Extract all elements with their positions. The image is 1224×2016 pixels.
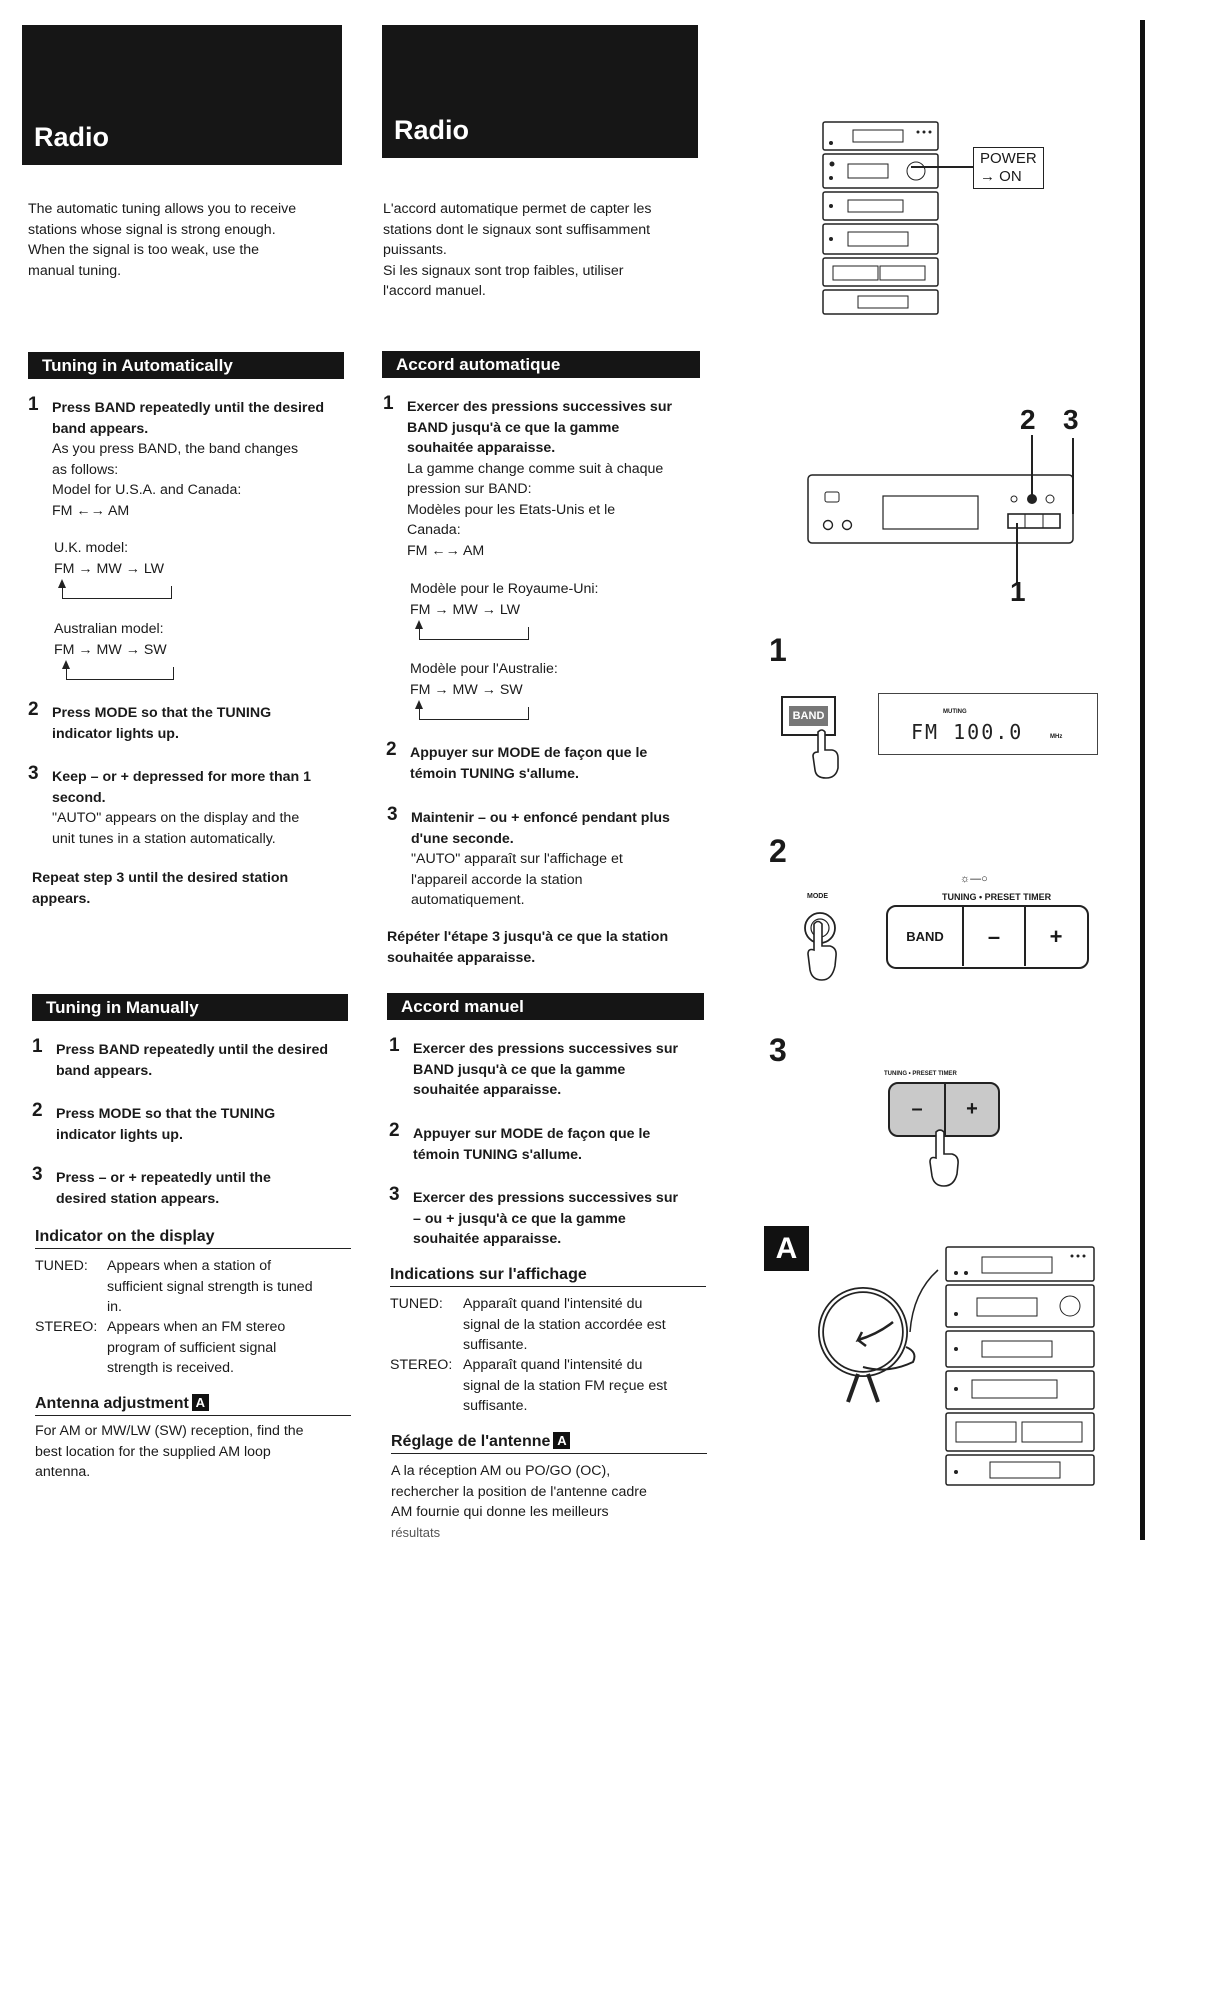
step-number: 3 <box>32 1164 43 1185</box>
fr-antenna-text <box>391 1461 721 1543</box>
text-line: U.K. model: <box>54 540 129 556</box>
text-line: témoin TUNING s'allume. <box>410 765 579 782</box>
text-line: The automatic tuning allows you to receive <box>28 201 297 217</box>
uk-loop-arrowhead <box>58 579 66 588</box>
display-panel-figure <box>878 693 1098 755</box>
text-line: Répéter l'étape 3 jusqu'à ce que la station <box>387 929 669 945</box>
stereo-system-illustration-a <box>942 1244 1098 1489</box>
en-manual-heading: Tuning in Manually <box>32 994 348 1021</box>
en-page-title: Radio <box>34 122 110 152</box>
text-line: as follows: <box>52 461 119 478</box>
au-loop-arrowhead <box>62 660 70 669</box>
figure-a-ref: A <box>192 1394 209 1411</box>
callout-number-2: 2 <box>1020 404 1036 435</box>
text-line: Exercer des pressions successives sur <box>413 1041 679 1057</box>
text-line: souhaitée apparaisse. <box>407 440 556 456</box>
mode-button-with-finger <box>800 906 842 986</box>
text-line: – ou + jusqu'à ce que la gamme <box>413 1210 626 1227</box>
callout-line-1 <box>1016 523 1018 583</box>
step-body <box>52 398 324 521</box>
text-line: sufficient signal strength is tuned <box>107 1278 313 1295</box>
loop-antenna-illustration <box>818 1262 958 1412</box>
text-line: Si les signaux sont trop faibles, utiliser <box>383 262 624 279</box>
step-number: 2 <box>28 699 39 720</box>
fr-page-title: Radio <box>394 115 470 145</box>
text-line: For AM or MW/LW (SW) reception, find the <box>35 1423 304 1439</box>
band-button: BAND <box>888 907 964 966</box>
text-line: manual tuning. <box>28 262 122 279</box>
text-line: Press BAND repeatedly until the desired <box>52 400 325 416</box>
finger-press-icon-2 <box>925 1128 965 1188</box>
text-line: stations whose signal is strong enough. <box>28 221 276 238</box>
fr-intro <box>383 199 713 302</box>
fr-title-banner <box>382 25 698 158</box>
text-line: band appears. <box>52 420 149 437</box>
figure-3-number: 3 <box>769 1032 787 1068</box>
step-number: 1 <box>389 1035 400 1056</box>
en-indicator-heading: Indicator on the display <box>35 1228 351 1249</box>
text-line: Apparaît quand l'intensité du <box>463 1296 643 1312</box>
text-line: puissants. <box>383 242 447 258</box>
power-callout-line <box>911 166 973 168</box>
step-number: 3 <box>389 1184 400 1205</box>
fr-au-loop-arrowhead <box>415 700 423 709</box>
step-body <box>407 397 672 561</box>
text-line: Modèles pour les Etats-Unis et le <box>407 501 616 518</box>
text-line: Appears when a station of <box>107 1258 272 1274</box>
power-label: POWER <box>980 150 1037 167</box>
en-intro <box>28 199 348 281</box>
step-number: 1 <box>383 393 394 414</box>
callout-number-3: 3 <box>1063 404 1079 435</box>
text-line: As you press BAND, the band changes <box>52 441 299 457</box>
band-minus-plus-group <box>886 905 1089 969</box>
en-auto-repeat <box>32 868 288 909</box>
text-line: Appuyer sur MODE de façon que le <box>413 1126 651 1142</box>
text-line: l'accord manuel. <box>383 283 486 299</box>
figure-2-number: 2 <box>769 833 787 869</box>
fr-antenna-heading <box>391 1432 707 1454</box>
step-body <box>413 1124 650 1165</box>
indicator-value <box>107 1317 285 1379</box>
text-line: Exercer des pressions successives sur <box>407 399 673 415</box>
text-line: A la réception AM ou PO/GO (OC), <box>391 1463 611 1479</box>
text-line: souhaitée apparaisse. <box>413 1231 562 1247</box>
fr-au-model <box>410 659 558 700</box>
step-body <box>56 1104 275 1145</box>
tuning-label: TUNING • PRESET TIMER <box>942 892 1052 902</box>
figure-1-number: 1 <box>769 632 787 668</box>
text-line: BAND jusqu'à ce que la gamme <box>413 1061 626 1078</box>
text-line: l'appareil accorde la station <box>411 871 583 888</box>
stereo-system-illustration <box>818 118 958 318</box>
text-line: rechercher la position de l'antenne cadre <box>391 1483 647 1500</box>
power-on-text: → ON <box>980 168 1022 185</box>
indicator-key: STEREO: <box>390 1357 453 1373</box>
muting-indicator: MUTING <box>943 709 967 715</box>
text-line: FM → MW → SW <box>54 641 167 658</box>
text-line: Maintenir – ou + enfoncé pendant plus <box>411 810 670 826</box>
text-line: desired station appears. <box>56 1190 220 1207</box>
text-line: La gamme change comme suit à chaque <box>407 460 664 477</box>
step-body <box>413 1039 678 1101</box>
minus-button-2: – <box>890 1084 946 1135</box>
antenna-heading-text: Réglage de l'antenne <box>391 1433 551 1450</box>
text-line: Press MODE so that the TUNING <box>56 1106 276 1122</box>
antenna-heading-text: Antenna adjustment <box>35 1395 189 1412</box>
text-line: BAND jusqu'à ce que la gamme <box>407 419 620 436</box>
step-number: 1 <box>32 1036 43 1057</box>
text-line: FM ←→ AM <box>52 502 130 519</box>
mhz-label: MHz <box>1050 734 1063 740</box>
plus-button-2: + <box>966 1098 978 1120</box>
step-body <box>52 703 271 744</box>
step-number: 2 <box>386 739 397 760</box>
text-line: in. <box>107 1299 122 1315</box>
indicator-value <box>463 1294 666 1356</box>
text-line: antenna. <box>35 1464 91 1480</box>
tuning-led-icon: ☼—○ <box>960 873 988 885</box>
plus-button: + <box>1049 924 1063 949</box>
text-line: Apparaît quand l'intensité du <box>463 1357 643 1373</box>
callout-line-2 <box>1031 435 1033 497</box>
text-line: stations dont le signaux sont suffisamment <box>383 221 651 238</box>
text-line: second. <box>52 789 106 806</box>
text-line: FM ←→ AM <box>407 542 485 559</box>
mode-label: MODE <box>807 893 828 900</box>
text-line: Modèle pour le Royaume-Uni: <box>410 581 599 597</box>
text-line: suffisante. <box>463 1337 528 1353</box>
text-line: pression sur BAND: <box>407 481 532 497</box>
en-antenna-text <box>35 1421 355 1483</box>
callout-line-3 <box>1072 438 1074 514</box>
indicator-value <box>107 1256 313 1318</box>
text-line: Exercer des pressions successives sur <box>413 1190 679 1206</box>
page-edge-bar <box>1140 20 1145 1540</box>
text-line: "AUTO" apparaît sur l'affichage et <box>411 851 623 867</box>
step-number: 2 <box>389 1120 400 1141</box>
fr-manual-heading: Accord manuel <box>387 993 704 1020</box>
indicator-value <box>463 1355 667 1417</box>
text-line: témoin TUNING s'allume. <box>413 1146 582 1163</box>
indicator-key: TUNED: <box>390 1296 443 1312</box>
indicator-key: TUNED: <box>35 1258 88 1274</box>
step-number: 2 <box>32 1100 43 1121</box>
text-line: Australian model: <box>54 621 164 637</box>
en-auto-heading: Tuning in Automatically <box>28 352 344 379</box>
text-line: best location for the supplied AM loop <box>35 1443 271 1460</box>
text-line: When the signal is too weak, use the <box>28 242 260 258</box>
text-line: Keep – or + depressed for more than 1 <box>52 769 312 785</box>
text-line: souhaitée apparaisse. <box>387 949 536 966</box>
callout-number-1: 1 <box>1010 576 1026 607</box>
text-line: indicator lights up. <box>52 725 179 742</box>
en-antenna-heading <box>35 1394 351 1416</box>
step-body <box>413 1188 678 1250</box>
text-line: Appears when an FM stereo <box>107 1319 286 1335</box>
fr-uk-loop-arrowhead <box>415 620 423 629</box>
text-line: souhaitée apparaisse. <box>413 1082 562 1098</box>
en-au-model <box>54 619 167 660</box>
text-line: L'accord automatique permet de capter les <box>383 201 652 217</box>
figure-a-badge: A <box>764 1226 809 1271</box>
text-line: program of sufficient signal <box>107 1339 277 1356</box>
text-line: Modèle pour l'Australie: <box>410 661 558 677</box>
text-line: automatiquement. <box>411 892 525 908</box>
text-line: d'une seconde. <box>411 830 514 847</box>
fr-uk-loop-arrow <box>419 627 529 640</box>
en-title-banner <box>22 25 342 165</box>
text-line: signal de la station accordée est <box>463 1316 666 1333</box>
text-line: appears. <box>32 890 91 907</box>
minus-button: – <box>964 907 1026 966</box>
text-line: FM → MW → LW <box>54 560 165 577</box>
text-line: Canada: <box>407 522 461 538</box>
band-button-label: BAND <box>789 706 828 726</box>
text-line: "AUTO" appears on the display and the <box>52 810 300 826</box>
au-loop-arrow <box>66 667 174 680</box>
figure-a-ref: A <box>553 1432 570 1449</box>
fr-auto-heading: Accord automatique <box>382 351 700 378</box>
power-on-label <box>973 147 1044 189</box>
fr-au-loop-arrow <box>419 707 529 720</box>
text-line: unit tunes in a station automatically. <box>52 830 276 847</box>
fr-auto-repeat <box>387 927 668 968</box>
fr-indicator-heading: Indications sur l'affichage <box>390 1266 706 1287</box>
step-number: 3 <box>28 763 39 784</box>
uk-loop-arrow <box>62 586 172 599</box>
text-line: AM fournie qui donne les meilleurs <box>391 1504 609 1520</box>
text-line: signal de la station FM reçue est <box>463 1377 668 1394</box>
step-number: 3 <box>387 804 398 825</box>
text-line: indicator lights up. <box>56 1126 183 1143</box>
display-frequency: FM 100.0 <box>911 720 1024 744</box>
text-line: Repeat step 3 until the desired station <box>32 870 289 886</box>
text-line: Press BAND repeatedly until the desired <box>56 1042 329 1058</box>
step-body <box>52 767 311 849</box>
en-uk-model <box>54 538 164 579</box>
tuner-unit-illustration <box>805 470 1080 550</box>
text-line: Press MODE so that the TUNING <box>52 705 272 721</box>
step-body <box>410 743 647 784</box>
text-line: Appuyer sur MODE de façon que le <box>410 745 648 761</box>
step-number: 1 <box>28 394 39 415</box>
step-body <box>56 1168 271 1209</box>
step-body <box>56 1040 328 1081</box>
finger-press-icon <box>810 728 844 780</box>
step-body <box>411 808 670 911</box>
text-line: FM → MW → SW <box>410 681 523 698</box>
text-line: Model for U.S.A. and Canada: <box>52 482 242 498</box>
tuning-label-2: TUNING • PRESET TIMER <box>884 1071 957 1077</box>
text-line: band appears. <box>56 1062 153 1079</box>
text-line: suffisante. <box>463 1398 528 1414</box>
text-line: résultats <box>391 1524 441 1540</box>
text-line: FM → MW → LW <box>410 601 521 618</box>
indicator-key: STEREO: <box>35 1319 98 1335</box>
text-line: Press – or + repeatedly until the <box>56 1170 271 1186</box>
text-line: strength is received. <box>107 1360 234 1376</box>
fr-uk-model <box>410 579 598 620</box>
